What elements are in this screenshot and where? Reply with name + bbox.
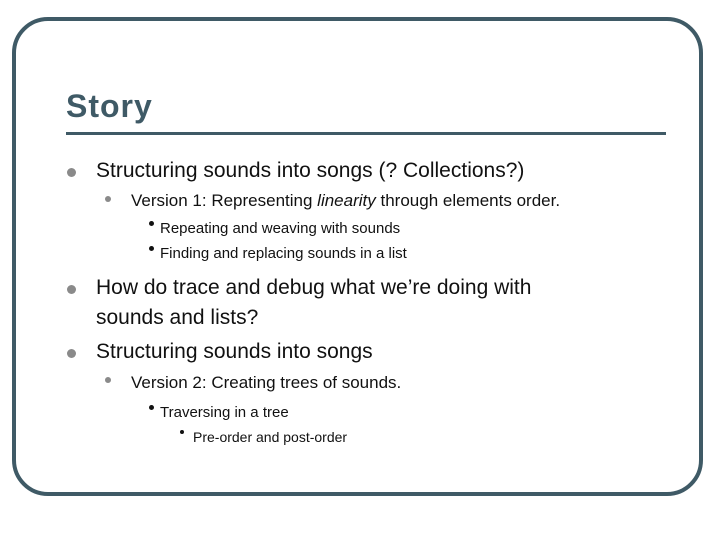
sub-bullet-text: Version 1: Representing linearity through elements order.	[131, 191, 561, 210]
sub-bullet-icon	[105, 196, 111, 202]
title-rule	[66, 132, 666, 135]
bullet-icon	[67, 168, 76, 177]
sub-bullet-text: Version 2: Creating trees of sounds.	[131, 373, 402, 392]
sub-sub-bullet-text: Finding and replacing sounds in a list	[160, 245, 407, 262]
sub-sub-bullet-icon	[149, 405, 154, 410]
bullet-text: Structuring sounds into songs (? Collections?)	[96, 159, 525, 182]
sub-bullet-icon	[105, 377, 111, 383]
sub-sub-bullet-icon	[149, 221, 154, 226]
bullet-text: How do trace and debug what we’re doing with	[96, 276, 532, 299]
level4-bullet-text: Pre-order and post-order	[193, 429, 348, 445]
level4-bullet-icon	[180, 430, 184, 434]
slide-title: Story	[66, 88, 153, 124]
sub-sub-bullet-text: Repeating and weaving with sounds	[160, 220, 401, 237]
bullet-text-continued: sounds and lists?	[96, 306, 259, 329]
bullet-icon	[67, 285, 76, 294]
sub-sub-bullet-text: Traversing in a tree	[160, 404, 289, 421]
sub-sub-bullet-icon	[149, 246, 154, 251]
bullet-text: Structuring sounds into songs	[96, 340, 373, 363]
bullet-icon	[67, 349, 76, 358]
